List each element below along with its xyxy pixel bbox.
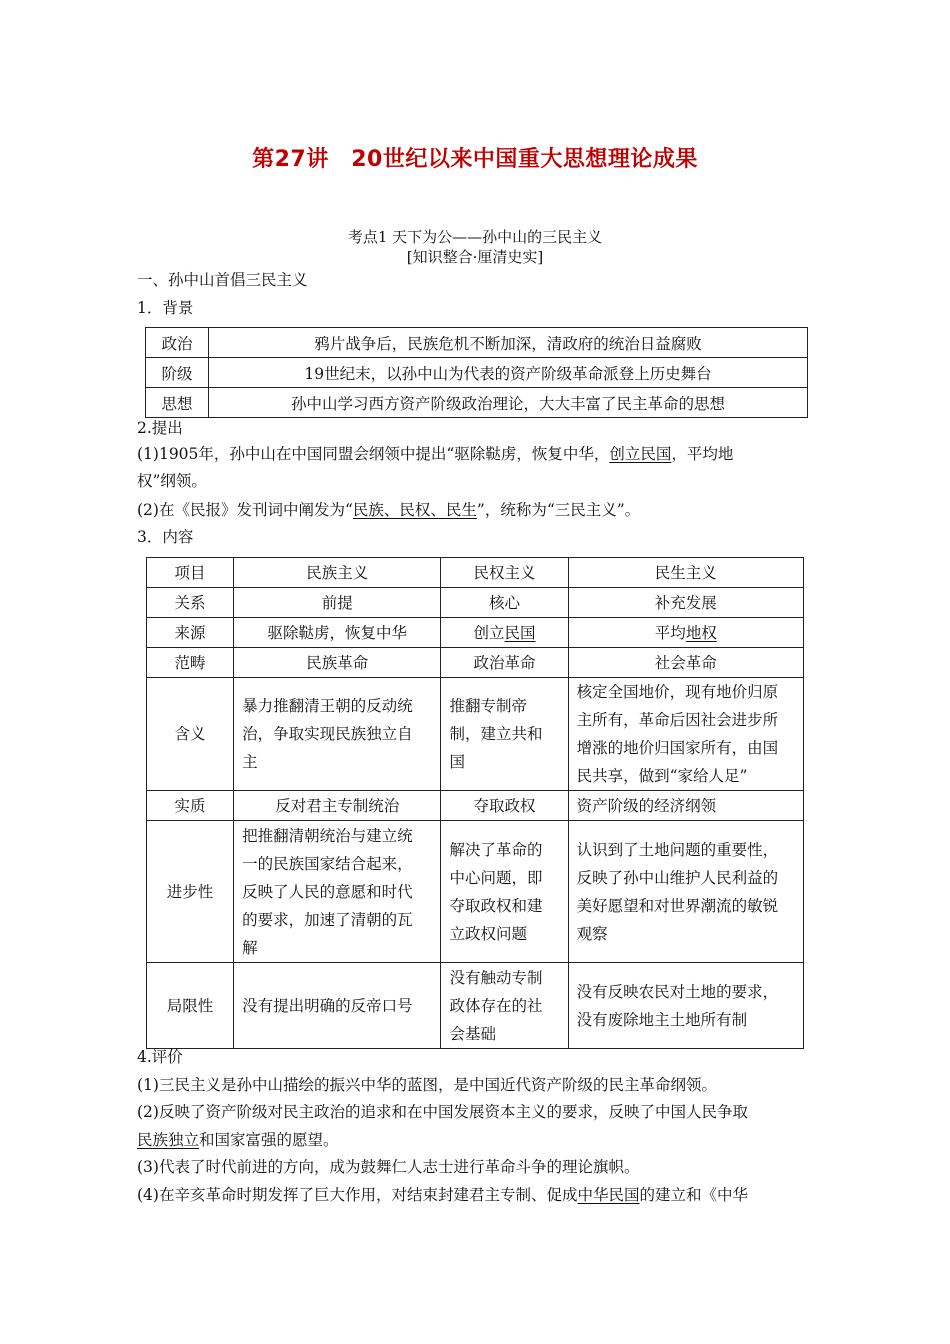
cell-line: 国 — [449, 753, 465, 771]
cell: 夺取政权 — [441, 791, 568, 821]
table-row — [146, 328, 808, 358]
text: 创立 — [473, 623, 505, 642]
cell-line: 会基础 — [449, 1024, 496, 1043]
table-row — [146, 388, 808, 418]
evaluation-3: (3)代表了时代前进的方向，成为鼓舞仁人志士进行革命斗争的理论旗帜。 — [137, 1158, 640, 1176]
header-cell: 项目 — [147, 558, 234, 588]
background-heading: 1．背景 — [137, 299, 194, 317]
cell — [441, 821, 568, 963]
underlined-text: 民族独立 — [137, 1131, 200, 1149]
cell-line: 增涨的地价归国家所有，由国 — [576, 739, 779, 757]
text: (1)1905年，孙中山在中国同盟会纲领中提出“驱除鞑虏，恢复中华， — [137, 445, 610, 463]
content-table — [146, 557, 804, 1049]
text: (2)在《民报》发刊词中阐发为“ — [137, 501, 353, 519]
table-row — [146, 358, 808, 388]
cell-line: 的要求，加速了清朝的瓦 — [242, 910, 413, 929]
cell-line: 立政权问题 — [449, 924, 527, 943]
cell: 核心 — [441, 588, 568, 618]
underlined-text: 民国 — [504, 623, 536, 642]
header-cell: 民生主义 — [568, 558, 803, 588]
row-value: 19世纪末，以孙中山为代表的资产阶级革命派登上历史舞台 — [209, 358, 808, 388]
table-row — [147, 821, 804, 963]
row-key: 思想 — [146, 388, 209, 418]
row-key: 进步性 — [147, 821, 234, 963]
cell: 补充发展 — [568, 588, 803, 618]
cell-line: 美好愿望和对世界潮流的敏锐 — [576, 896, 779, 915]
background-table — [145, 327, 808, 418]
section-tag: [知识整合·厘清史实] — [406, 248, 544, 266]
cell: 驱除鞑虏，恢复中华 — [234, 618, 441, 648]
evaluation-4 — [137, 1185, 748, 1205]
cell — [234, 963, 441, 1049]
cell-line: 没有提出明确的反帝口号 — [242, 996, 413, 1015]
table-row — [147, 648, 804, 678]
cell — [568, 678, 803, 791]
cell-line: 治，争取实现民族独立自 — [242, 725, 413, 743]
cell-line: 主所有，革命后因社会进步所 — [576, 711, 779, 729]
table-row — [147, 588, 804, 618]
underlined-text: 中华民国 — [577, 1186, 640, 1204]
text: 和国家富强的愿望。 — [199, 1131, 339, 1149]
text: (4)在辛亥革命时期发挥了巨大作用，对结束封建君主专制、促成 — [137, 1186, 578, 1204]
cell-line: 暴力推翻清王朝的反动统 — [242, 697, 413, 715]
kaodian-heading: 考点1 天下为公——孙中山的三民主义 — [347, 228, 603, 246]
cell-line: 夺取政权和建 — [449, 896, 543, 915]
cell-line: 主 — [242, 753, 258, 771]
row-key: 含义 — [147, 678, 234, 791]
table-row — [147, 618, 804, 648]
propose-paragraph-1 — [137, 444, 733, 464]
cell-line: 制，建立共和 — [449, 725, 543, 743]
row-key: 政治 — [146, 328, 209, 358]
section-heading: 一、孙中山首倡三民主义 — [137, 271, 308, 289]
underlined-text: 创立民国 — [609, 445, 672, 463]
header-cell: 民权主义 — [441, 558, 568, 588]
cell-line: 没有反映农民对土地的要求， — [576, 982, 779, 1001]
header-cell: 民族主义 — [234, 558, 441, 588]
cell: 前提 — [234, 588, 441, 618]
propose-paragraph-2 — [137, 500, 640, 520]
underlined-text: 民族、民权、民生 — [352, 501, 477, 519]
evaluation-2: (2)反映了资产阶级对民主政治的追求和在中国发展资本主义的要求，反映了中国人民争取 — [137, 1103, 748, 1121]
row-key: 实质 — [147, 791, 234, 821]
cell-line: 推翻专制帝 — [449, 697, 527, 715]
cell-line: 认识到了土地问题的重要性， — [576, 840, 779, 859]
cell-line: 反映了孙中山维护人民利益的 — [576, 868, 779, 887]
cell — [441, 678, 568, 791]
cell: 反对君主专制统治 — [234, 791, 441, 821]
row-key: 局限性 — [147, 963, 234, 1049]
cell-line: 没有废除地主土地所有制 — [576, 1010, 748, 1029]
cell-line: 反映了人民的意愿和时代 — [242, 882, 413, 901]
row-key: 范畴 — [147, 648, 234, 678]
row-value: 鸦片战争后，民族危机不断加深，清政府的统治日益腐败 — [209, 328, 808, 358]
cell-line: 核定全国地价，现有地价归原 — [576, 683, 779, 701]
evaluation-1: (1)三民主义是孙中山描绘的振兴中华的蓝图，是中国近代资产阶级的民主革命纲领。 — [137, 1076, 717, 1094]
text: 的建立和《中华 — [639, 1186, 748, 1204]
text: 平均 — [654, 623, 686, 642]
cell — [568, 618, 803, 648]
cell — [441, 618, 568, 648]
cell-line: 解决了革命的 — [449, 840, 543, 859]
table-row — [147, 791, 804, 821]
table-row — [147, 963, 804, 1049]
cell: 社会革命 — [568, 648, 803, 678]
cell — [441, 963, 568, 1049]
text: ”，统称为“三民主义”。 — [476, 501, 641, 519]
cell-line: 解 — [242, 938, 258, 957]
evaluation-2-cont — [137, 1130, 339, 1150]
row-value: 孙中山学习西方资产阶级政治理论，大大丰富了民主革命的思想 — [209, 388, 808, 418]
cell-line: 中心问题，即 — [449, 868, 543, 887]
table-row — [147, 678, 804, 791]
cell — [234, 821, 441, 963]
cell: 资产阶级的经济纲领 — [568, 791, 803, 821]
cell: 民族革命 — [234, 648, 441, 678]
propose-paragraph-1-cont: 权”纲领。 — [137, 472, 207, 490]
underlined-text: 地权 — [685, 623, 717, 642]
content-heading: 3．内容 — [137, 528, 194, 546]
cell: 政治革命 — [441, 648, 568, 678]
cell-line: 一的民族国家结合起来， — [242, 854, 413, 873]
cell-line: 没有触动专制 — [449, 968, 543, 987]
cell-line: 观察 — [576, 924, 608, 943]
table-header-row — [147, 558, 804, 588]
cell-line: 把推翻清朝统治与建立统 — [242, 826, 413, 845]
cell — [234, 678, 441, 791]
evaluation-heading: 4.评价 — [137, 1048, 183, 1066]
row-key: 来源 — [147, 618, 234, 648]
row-key: 关系 — [147, 588, 234, 618]
cell — [568, 821, 803, 963]
cell — [568, 963, 803, 1049]
text: ，平均地 — [671, 445, 734, 463]
page-title: 第27讲 20世纪以来中国重大思想理论成果 — [252, 147, 698, 172]
row-key: 阶级 — [146, 358, 209, 388]
cell-line: 民共享，做到“家给人足” — [576, 767, 748, 785]
propose-heading: 2.提出 — [137, 419, 183, 437]
cell-line: 政体存在的社 — [449, 996, 543, 1015]
